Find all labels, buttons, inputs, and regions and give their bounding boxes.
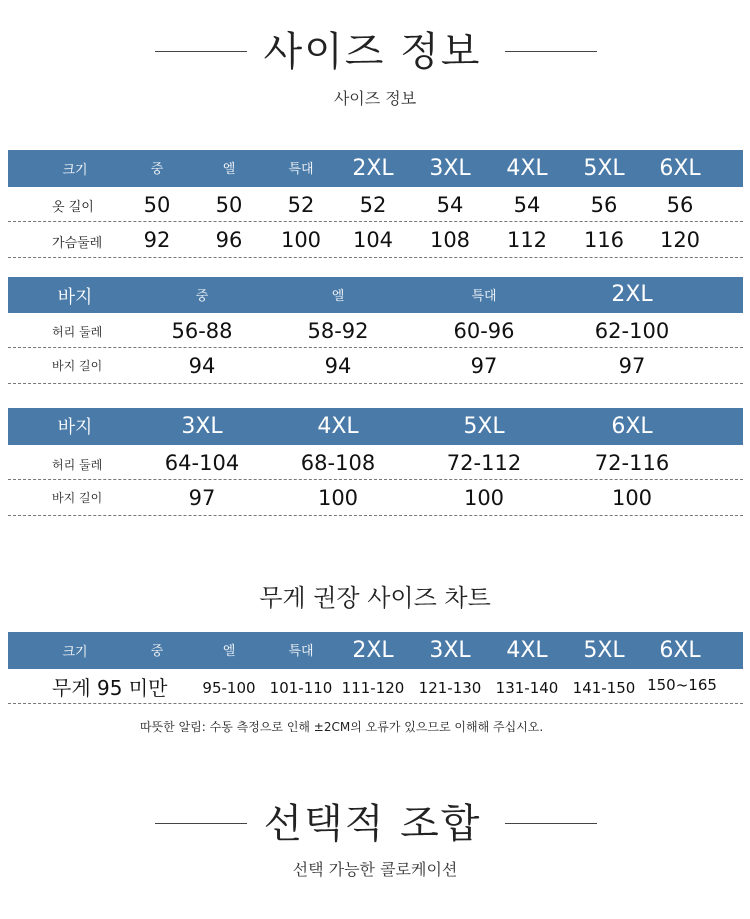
weight-corner-label: 크기 xyxy=(62,645,88,660)
weight-value-7: 150~165 xyxy=(647,676,717,694)
tops-length-7: 56 xyxy=(666,193,694,217)
pants2-length-0: 97 xyxy=(188,486,216,510)
weight-row-first-cell: 무게 95 미만 xyxy=(52,676,168,700)
weight-value-3: 111-120 xyxy=(341,679,405,697)
pants2-waist-1: 68-108 xyxy=(300,451,376,475)
pants2-row-divider xyxy=(8,479,743,480)
tops-row-divider xyxy=(8,257,743,258)
tops-length-4: 54 xyxy=(436,193,464,217)
weight-value-2: 101-110 xyxy=(269,679,333,697)
weight-col-4: 3XL xyxy=(429,638,471,663)
tops-chest-6: 116 xyxy=(583,228,625,252)
pants1-length-2: 97 xyxy=(470,354,498,378)
pants1-row-divider xyxy=(8,383,743,384)
measurement-notice: 따뜻한 알림: 수동 측정으로 인해 ±2CM의 오류가 있으므로 이해해 주십시오. xyxy=(140,720,544,734)
weight-row-divider xyxy=(8,703,743,704)
footer-title: 선택적 조합 xyxy=(263,801,482,847)
pants2-col-1: 4XL xyxy=(317,414,359,439)
weight-col-1: 엘 xyxy=(222,644,236,659)
tops-row-divider xyxy=(8,221,743,222)
tops-chest-2: 100 xyxy=(280,228,322,252)
pants1-col-2: 특대 xyxy=(471,289,497,304)
pants2-waist-3: 72-116 xyxy=(594,451,670,475)
tops-chest-1: 96 xyxy=(215,228,243,252)
tops-col-0: 중 xyxy=(150,162,164,177)
pants2-row-label-waist: 허리 둘레 xyxy=(52,458,103,472)
tops-length-1: 50 xyxy=(215,193,243,217)
tops-length-5: 54 xyxy=(513,193,541,217)
tops-row-label-length: 옷 길이 xyxy=(52,200,94,215)
pants2-length-2: 100 xyxy=(463,486,505,510)
pants2-col-3: 6XL xyxy=(611,414,653,439)
weight-col-5: 4XL xyxy=(506,638,548,663)
weight-col-6: 5XL xyxy=(583,638,625,663)
tops-length-0: 50 xyxy=(143,193,171,217)
pants1-waist-1: 58-92 xyxy=(307,319,369,343)
weight-value-6: 141-150 xyxy=(572,679,636,697)
tops-chest-4: 108 xyxy=(429,228,471,252)
tops-chest-0: 92 xyxy=(143,228,171,252)
pants1-length-3: 97 xyxy=(618,354,646,378)
pants2-row-divider xyxy=(8,515,743,516)
weight-value-5: 131-140 xyxy=(495,679,559,697)
tops-length-6: 56 xyxy=(590,193,618,217)
pants2-col-2: 5XL xyxy=(463,414,505,439)
page-subtitle: 사이즈 정보 xyxy=(333,89,417,108)
pants1-length-1: 94 xyxy=(324,354,352,378)
pants1-row-label-length: 바지 길이 xyxy=(52,359,103,373)
pants1-col-3: 2XL xyxy=(611,282,653,307)
footer-subtitle: 선택 가능한 콜로케이션 xyxy=(292,860,458,879)
pants2-corner-label: 바지 xyxy=(57,417,93,438)
pants2-waist-0: 64-104 xyxy=(164,451,240,475)
pants2-waist-2: 72-112 xyxy=(446,451,522,475)
page-title: 사이즈 정보 xyxy=(263,29,482,75)
tops-length-2: 52 xyxy=(287,193,315,217)
tops-col-3: 2XL xyxy=(352,156,394,181)
tops-col-5: 4XL xyxy=(506,156,548,181)
pants1-row-divider xyxy=(8,347,743,348)
weight-value-4: 121-130 xyxy=(418,679,482,697)
pants1-length-0: 94 xyxy=(188,354,216,378)
pants1-col-0: 중 xyxy=(195,289,209,304)
footer-left-rule xyxy=(155,823,247,824)
tops-col-2: 특대 xyxy=(288,162,314,177)
tops-chest-7: 120 xyxy=(659,228,701,252)
pants1-row-label-waist: 허리 둘레 xyxy=(52,325,103,339)
pants2-length-1: 100 xyxy=(317,486,359,510)
header-left-rule xyxy=(155,51,247,52)
tops-chest-5: 112 xyxy=(506,228,548,252)
weight-col-7: 6XL xyxy=(659,638,701,663)
pants1-waist-0: 56-88 xyxy=(171,319,233,343)
tops-length-3: 52 xyxy=(359,193,387,217)
tops-col-7: 6XL xyxy=(659,156,701,181)
pants1-col-1: 엘 xyxy=(331,289,345,304)
weight-chart-title: 무게 권장 사이즈 차트 xyxy=(259,584,491,612)
tops-col-1: 엘 xyxy=(222,162,236,177)
pants2-row-label-length: 바지 길이 xyxy=(52,491,103,505)
tops-row-label-chest: 가슴둘레 xyxy=(52,236,103,251)
pants1-corner-label: 바지 xyxy=(57,287,93,308)
weight-col-2: 특대 xyxy=(288,644,314,659)
tops-col-4: 3XL xyxy=(429,156,471,181)
weight-col-0: 중 xyxy=(150,644,164,659)
tops-corner-label: 크기 xyxy=(62,163,88,178)
pants1-waist-2: 60-96 xyxy=(453,319,515,343)
pants2-col-0: 3XL xyxy=(181,414,223,439)
pants1-waist-3: 62-100 xyxy=(594,319,670,343)
footer-right-rule xyxy=(505,823,597,824)
weight-value-1: 95-100 xyxy=(202,679,256,697)
pants2-length-3: 100 xyxy=(611,486,653,510)
tops-col-6: 5XL xyxy=(583,156,625,181)
weight-col-3: 2XL xyxy=(352,638,394,663)
tops-chest-3: 104 xyxy=(352,228,394,252)
header-right-rule xyxy=(505,51,597,52)
